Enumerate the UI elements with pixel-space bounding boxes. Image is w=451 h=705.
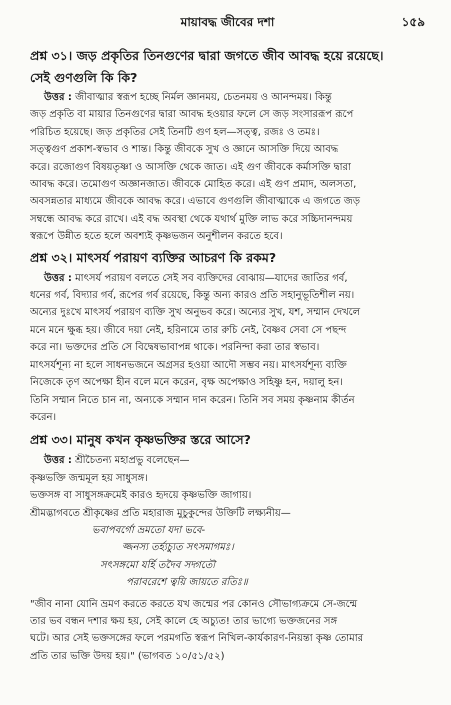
question-32: প্রশ্ন ৩২। মাৎসর্য পরায়ণ ব্যক্তির আচরণ কি রকম? — [30, 249, 277, 265]
answer-label: উত্তর : — [44, 455, 72, 467]
answer-32-text: মাৎসর্য পরায়ণ বলতে সেই সব ব্যক্তিদের বোঝায়—যাদের জাতির গর্ব, — [75, 272, 348, 284]
answer-31-line: আবদ্ধ করে। তমোগুণ অজ্ঞানজাত। জীবকে মোহিত করে। এই গুণ প্রমাদ, অলসতা, — [30, 179, 357, 191]
page-header — [30, 14, 425, 36]
answer-32-line: মাৎসর্যশূন্য না হলে সাধনভজনে অগ্রসর হওয়া আদৌ সম্ভব নয়। মাৎসর্যশূন্য ব্যক্তি — [30, 359, 347, 371]
answer-33-line: ভক্তসঙ্গ বা সাধুসঙ্গক্রমেই কারও হৃদয়ে কৃষ্ণভক্তি জাগায়। — [30, 490, 252, 502]
sanskrit-verse-line: জ্জনস্য তর্হ্যচ্যুত সৎসমাগমঃ। — [122, 542, 234, 554]
quote-line: "জীব নানা যোনি ভ্রমণ করতে করতে যখ জন্মের পর কোনও সৌভাগ্যক্রমে সে-জন্মে — [30, 598, 358, 610]
page-number: ১৫৯ — [401, 15, 425, 29]
answer-label: উত্তর : — [44, 92, 72, 103]
answer-31-line: করে। রজোগুণ বিষয়তৃষ্ণা ও আসক্তি থেকে জাত। এই গুণ জীবকে কর্মাসক্তি দ্বারা — [30, 161, 351, 173]
answer-31-line: অবসন্নতার মাধ্যমে জীবকে আবদ্ধ করে। এভাবে গুণগুলি জীবাত্মাকে এ জগতে জড় — [30, 196, 360, 208]
answer-31-line: স্বরূপে উন্নীত হতে হলে অবশ্যই কৃষ্ণভজন অনুশীলন করতে হবে। — [30, 231, 283, 243]
quote-line: তার ভব বন্ধন দশার ক্ষয় হয়, সেই কালে হে অচ্যুত! তার ভাগ্যে ভক্তজনের সঙ্গ — [30, 615, 338, 627]
answer-33-text: শ্রীচৈতন্য মহাপ্রভু বলেছেন— — [75, 455, 190, 467]
question-33: প্রশ্ন ৩৩। মানুষ কখন কৃষ্ণভক্তির স্তরে আসে? — [30, 432, 251, 448]
answer-33-line — [30, 452, 425, 469]
answer-33-line: কৃষ্ণভক্তি জন্মমূল হয় সাধুসঙ্গ। — [30, 472, 148, 484]
answer-31-line: জড় প্রকৃতি বা মায়ার তিনগুণের দ্বারা আবদ্ধ হওয়ার ফলে সে জড় সংসাররূপ রূপে — [30, 109, 354, 121]
answer-32-line: করেন। — [30, 411, 57, 423]
answer-32-line: অন্যের দুঃখে মাৎসর্য পরায়ণ ব্যক্তি সুখ অনুভব করে। অন্যের সুখ, যশ, সম্মান দেখলে — [30, 307, 361, 319]
answer-31-line — [30, 89, 425, 106]
answer-32-line: মনে মনে ক্ষুব্ধ হয়। জীবে দয়া নেই, হরিনামে তার রুচি নেই, বৈষ্ণব সেবা সে পছন্দ — [30, 324, 347, 336]
answer-33-line: শ্রীমদ্ভাগবতে শ্রীকৃষ্ণের প্রতি মহারাজ মুচুকুন্দের উক্তিটি লক্ষ্যনীয়— — [30, 507, 291, 519]
answer-31-text: জীবাত্মার স্বরূপ হচ্ছে নির্মল জ্ঞানময়, চেতনময় ও আনন্দময়। কিন্তু — [75, 92, 332, 103]
answer-32-line: করে না। ভক্তদের প্রতি সে বিদ্বেষভাবাপন্ন থাকে। পরনিন্দা করা তার স্বভাব। — [30, 342, 320, 354]
quote-line: ঘটে। আর সেই ভক্তসঙ্গের ফলে পরমগতি স্বরূপ নিখিল-কার্যকারণ-নিয়ন্তা কৃষ্ণ তোমার — [30, 633, 364, 645]
answer-32-line — [30, 270, 425, 287]
quote-line: প্রতি তার ভক্তি উদয় হয়।" (ভাগবত ১০/৫১/৫২) — [30, 650, 225, 662]
answer-32-line: তিনি সম্মান নিতে চান না, অন্যকে সম্মান দান করেন। তিনি সব সময় কৃষ্ণনাম কীর্তন — [30, 394, 355, 406]
running-title: মায়াবদ্ধ জীবের দশা — [180, 15, 275, 29]
sanskrit-verse-line: ভবাপবর্গো ভ্রমতো যদা ভবে- — [92, 524, 206, 536]
question-31-cont: সেই গুণগুলি কি কি? — [30, 70, 138, 85]
answer-32-line: নিজেকে তৃণ অপেক্ষা হীন বলে মনে করেন, বৃক্ষ অপেক্ষাও সহিষ্ণু হন, দয়ালু হন। — [30, 377, 343, 389]
translation-quote — [30, 596, 425, 666]
answer-31-line: সম্বন্ধে আবদ্ধ করে রাখে। এই বদ্ধ অবস্থা থেকে যথার্থ মুক্তি লাভ করে সচ্চিদানন্দময় — [30, 213, 353, 225]
answer-32-line: ধনের গর্ব, বিদ্যার গর্ব, রূপের গর্ব রয়েছে, কিন্তু অন্য কারও প্রতি সহানুভূতিশীল নয়। — [30, 290, 355, 302]
question-31: প্রশ্ন ৩১। জড় প্রকৃতির তিনগুণের দ্বারা জগতে জীব আবদ্ধ হয়ে রয়েছে। — [30, 48, 384, 63]
answer-31-line: সত্ত্বগুণ প্রকাশ-স্বভাব ও শান্ত। কিন্তু জীবকে সুখ ও জ্ঞানে আসক্তি দিয়ে আবদ্ধ — [30, 144, 339, 156]
sanskrit-verse-line: পরাবরেশে ত্বয়ি জায়তে রতিঃ॥ — [126, 577, 248, 589]
answer-label: উত্তর : — [44, 272, 72, 284]
answer-31-line: পরিচিত হয়েছে। জড় প্রকৃতির সেই তিনটি গুণ হল—সত্ত্ব, রজঃ ও তমঃ। — [30, 126, 320, 138]
sanskrit-verse-line: সৎসঙ্গমো যর্হি তদৈব সদ্গতৌ — [100, 559, 216, 571]
